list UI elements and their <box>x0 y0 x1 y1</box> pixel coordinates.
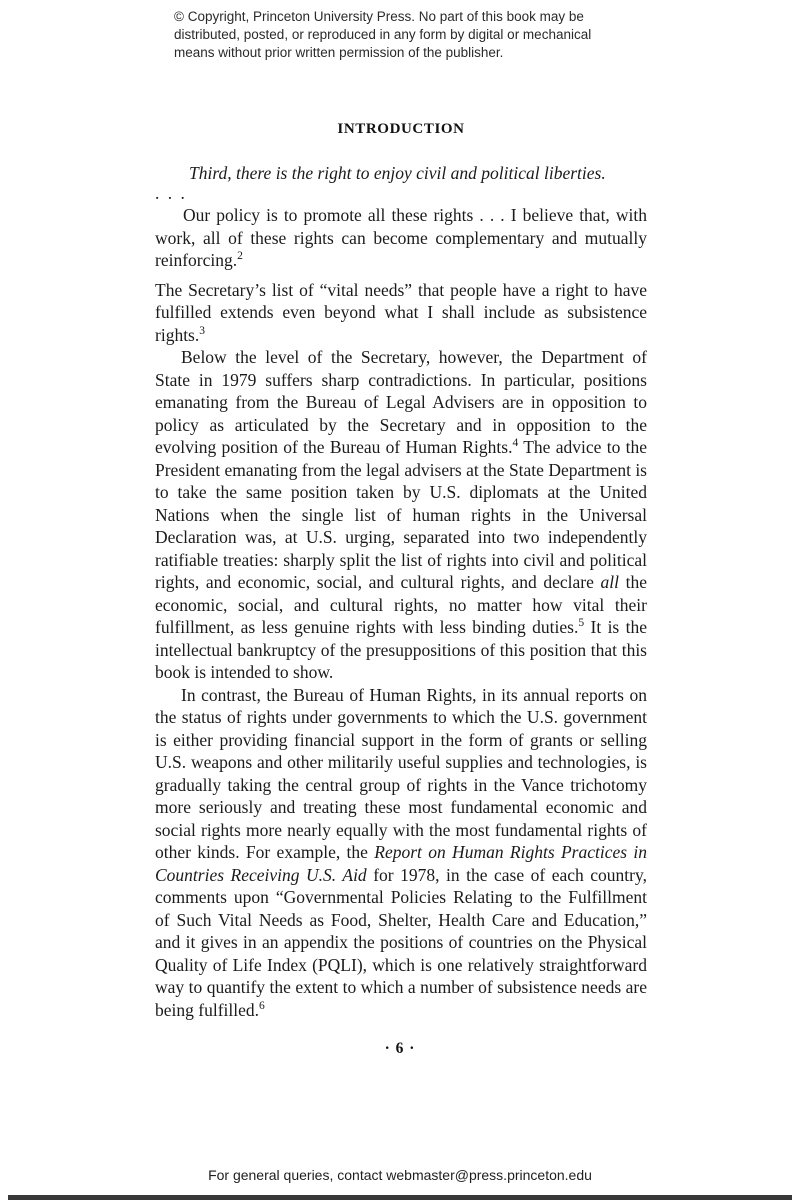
footnote-marker: 2 <box>237 250 243 263</box>
text-segment: The Secretary’s list of “vital needs” that people have a right to have fulfilled extends even beyond what I shall include as subsistence rights. <box>155 279 647 345</box>
scan-edge-bar <box>8 1195 792 1200</box>
chapter-heading: INTRODUCTION <box>337 121 465 137</box>
copyright-notice <box>174 8 626 62</box>
paragraph <box>155 279 647 347</box>
text-segment: for 1978, in the case of each country, comments upon “Governmental Policies Relating to the Fulfillment of Such Vital Needs as Food, Shelter, Health Care and Education,” and it gives in an appendix the positions of countries on the Physical Quality of Life Index (PQLI), which is one relatively straightforward way to quantify the extent to which a number of subsistence needs are being fulfilled. <box>155 864 647 1020</box>
footer-contact: For general queries, contact webmaster@press.princeton.edu <box>208 1167 592 1183</box>
text-segment: It is the intellectual bankruptcy of the presuppositions of this position that this book is intended to show. <box>155 617 647 682</box>
text-segment: Our policy is to promote all these rights . . . I believe that, with work, all of these rights can become complementary and mutually reinforcing. <box>155 205 647 270</box>
block-quote <box>155 204 647 272</box>
text-segment: Below the level of the Secretary, however, the Department of State in 1979 suffers sharp contradictions. In particular, positions emanating from the Bureau of Legal Advisers are in opposition to policy as articulated by the Secretary and in opposition to the evolving position of the Bureau of Human Rights. <box>155 347 647 457</box>
text-segment: In contrast, the Bureau of Human Rights, in its annual reports on the status of rights under governments to which the U.S. government is either providing financial support in the form of grants or selling U.S. weapons and other militarily useful supplies and technologies, is gradually taking the central group of rights in the Vance trichotomy more seriously and treating these most fundamental economic and social rights more nearly equally with the most fundamental rights of other kinds. For example, the <box>155 684 647 862</box>
paragraph <box>155 346 647 684</box>
footnote-marker: 6 <box>259 999 265 1012</box>
epigraph <box>155 162 647 185</box>
copyright-line: means without prior written permission of the publisher. <box>174 44 504 60</box>
page-body <box>155 118 647 1021</box>
page-number: · 6 · <box>384 1040 416 1057</box>
copyright-line: © Copyright, Princeton University Press. No part of this book may be <box>174 9 584 24</box>
copyright-line: distributed, posted, or reproduced in any form by digital or mechanical <box>174 26 592 42</box>
text-segment: Report on Human Rights Practices in Countries Receiving U.S. Aid <box>155 842 647 885</box>
footnote-marker: 3 <box>199 324 206 337</box>
text-segment: the economic, social, and cultural rights, no matter how vital their fulfillment, as less genuine rights with less binding duties. <box>155 572 647 637</box>
footnote-marker: 5 <box>578 617 585 630</box>
text-segment: Third, there is the right to enjoy civil and political liberties. <box>189 162 606 183</box>
text-segment: The advice to the President emanating from the legal advisers at the State Department is to take the same position taken by U.S. diplomats at the United Nations when the single list of human rights in the Universal Declaration was, at U.S. urging, separated into two independently ratifiable treaties: sharply split the list of rights into civil and political rights, and economic, social, and cultural rights, and declare <box>155 437 648 592</box>
text-segment: all <box>600 572 619 592</box>
ellipsis: . . . <box>155 183 187 203</box>
footnote-marker: 4 <box>512 437 519 450</box>
paragraph <box>155 684 647 1022</box>
